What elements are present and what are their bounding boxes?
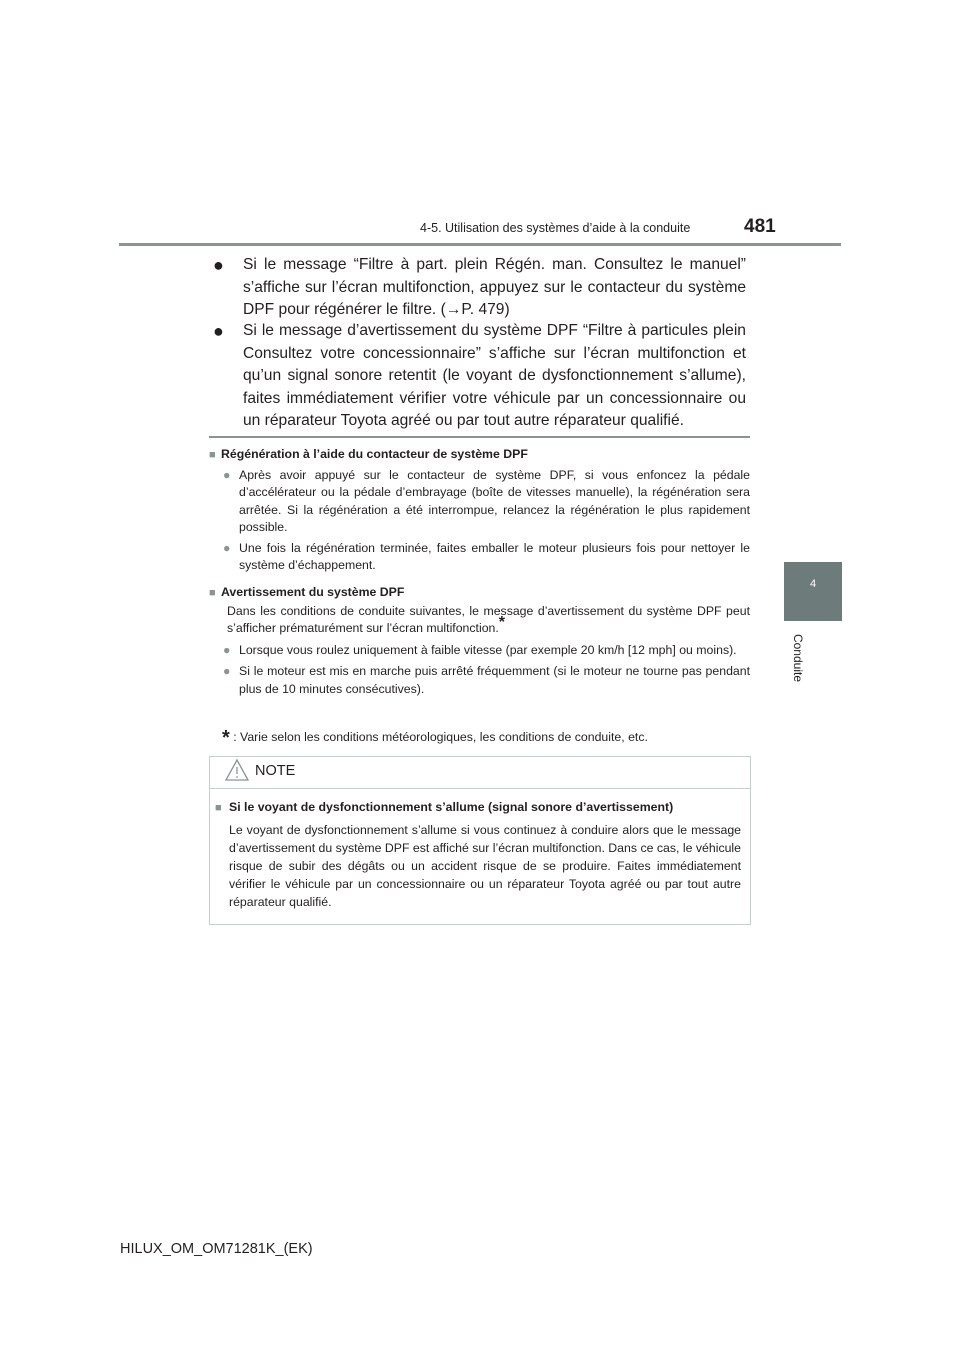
info-intro [209, 603, 750, 638]
section-divider [209, 436, 750, 438]
warning-icon [224, 758, 250, 782]
note-heading [215, 798, 741, 817]
info-heading [209, 584, 750, 603]
bullet-icon: ● [213, 321, 224, 341]
circle-bullet-icon: ● [223, 540, 231, 555]
main-bullet-text: Si le message d’avertissement du système DPF “Filtre à particules plein Consultez votre concessionnaire” s’affiche sur l’écran multifonction et qu’un signal sonore retentit (le voyant de dysfonctionnement s’allume), faites immédiatement vérifier votre véhicule par un concessionnaire ou un réparateur Toyota agréé ou par tout autre réparateur qualifié. [243, 322, 746, 430]
info-item-text: Si le moteur est mis en marche puis arrêté fréquemment (si le moteur ne tourne pas pendant plus de 10 minutes consécutives). [239, 664, 750, 696]
circle-bullet-icon: ● [223, 642, 231, 657]
square-bullet-icon: ■ [215, 802, 222, 814]
info-intro-text: Dans les conditions de conduite suivantes, le message d’avertissement du système DPF peut s’afficher prématurément sur l’écran multifonction. [227, 603, 750, 635]
circle-bullet-icon: ● [223, 467, 231, 482]
main-bullet-item [213, 254, 746, 322]
info-heading-text: Régénération à l’aide du contacteur de système DPF [221, 447, 528, 461]
info-item [209, 642, 750, 660]
chapter-tab[interactable] [784, 562, 842, 621]
info-heading-text: Avertissement du système DPF [221, 585, 405, 599]
document-code: HILUX_OM_OM71281K_(EK) [120, 1241, 313, 1257]
info-item [209, 467, 750, 537]
info-item-text: Après avoir appuyé sur le contacteur de système DPF, si vous enfoncez la pédale d’accélérateur ou la pédale d’embrayage (boîte de vitesses manuelle), la régénération sera arrêtée. Si la régénération a été interrompue, relancez la régénération le plus rapidement possible. [239, 467, 750, 534]
info-item-text: Une fois la régénération terminée, faites emballer le moteur plusieurs fois pour nettoyer le système d’échappement. [239, 540, 750, 572]
note-title: NOTE [255, 763, 296, 779]
main-bullet-item [213, 320, 746, 433]
info-section [209, 446, 750, 575]
chapter-tab-number: 4 [809, 578, 817, 590]
chapter-tab-label: Conduite [791, 633, 805, 683]
note-header-divider [210, 788, 750, 789]
square-bullet-icon: ■ [209, 449, 216, 461]
info-section [209, 584, 750, 698]
footnote-mark: * [222, 727, 230, 749]
footnote [222, 724, 648, 747]
page-number: 481 [744, 216, 776, 237]
section-title: 4-5. Utilisation des systèmes d’aide à la conduite [420, 221, 691, 235]
footnote-marker: * [498, 613, 506, 631]
square-bullet-icon: ■ [209, 587, 216, 599]
note-content [215, 798, 741, 911]
bullet-icon: ● [213, 255, 224, 275]
info-heading [209, 446, 750, 465]
header-divider [119, 243, 841, 246]
info-item-text: Lorsque vous roulez uniquement à faible vitesse (par exemple 20 km/h [12 mph] ou moins). [239, 642, 737, 657]
main-bullet-text: Si le message “Filtre à part. plein Régén. man. Consultez le manuel” s’affiche sur l’écran multifonction, appuyez sur le contacteur du système DPF pour régénérer le filtre. (→P. 479) [243, 256, 746, 319]
circle-bullet-icon: ● [223, 664, 231, 678]
note-text: Le voyant de dysfonctionnement s’allume si vous continuez à conduire alors que le message d’avertissement du système DPF est affiché sur l’écran multifonction. Dans ce cas, le véhicule risque de subir des dégâts ou un accident risque de se produire. Faites immédiatement vérifier le véhicule par un concessionnaire ou un réparateur Toyota agréé ou par tout autre réparateur qualifié. [229, 823, 741, 909]
info-item [209, 663, 750, 698]
info-item [209, 540, 750, 575]
footnote-text: : Varie selon les conditions météorologiques, les conditions de conduite, etc. [233, 730, 648, 744]
note-heading-text: Si le voyant de dysfonctionnement s’allume (signal sonore d’avertissement) [229, 800, 674, 814]
